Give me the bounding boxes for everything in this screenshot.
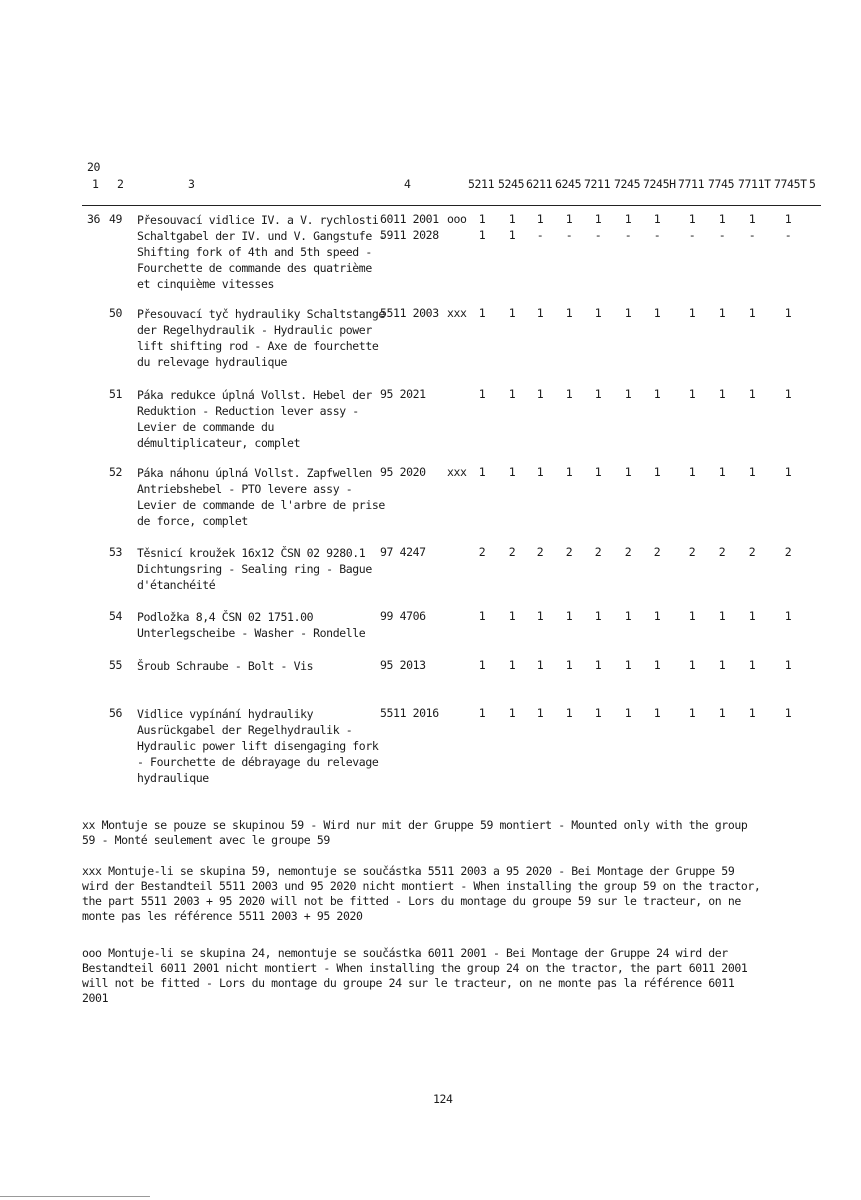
quantity-cell: 1 [508,465,516,479]
quantity-cell: 1 [718,658,726,672]
footnote-mark: ooo [447,212,467,226]
quantity-cell-alt: - [748,228,756,242]
quantity-cell: 1 [478,212,486,226]
model-header: 7245H [643,177,676,191]
position-number: 49 [109,212,123,226]
quantity-cell: 1 [478,658,486,672]
quantity-cell: 1 [594,465,602,479]
bottom-rule [0,1196,150,1197]
part-description: Podložka 8,4 ČSN 02 1751.00 Unterlegscheibe - Washer - Rondelle [137,610,366,640]
note-ooo: ooo Montuje-li se skupina 24, nemontuje se součástka 6011 2001 - Bei Montage der Gruppe 24 wird der Bestandteil 6011 2001 nicht montiert - When installing the group 24 on the tractor, the part 6011 2001 will not be fitted - Lors du montage du groupe 24 sur le tracteur, on ne monte pas la référence 6011 2001 [82,946,748,1005]
quantity-cell: 1 [748,387,756,401]
quantity-cell: 1 [565,306,573,320]
part-description: Šroub Schraube - Bolt - Vis [137,659,314,673]
quantity-cell: 2 [718,545,726,559]
quantity-cell-alt: - [718,228,726,242]
part-number: 6011 2001 [380,212,439,226]
quantity-cell: 1 [688,706,696,720]
quantity-cell: 1 [624,465,632,479]
quantity-cell: 1 [653,658,661,672]
quantity-cell: 1 [478,465,486,479]
quantity-cell: 1 [748,706,756,720]
quantity-cell: 1 [478,387,486,401]
quantity-cell: 1 [536,706,544,720]
quantity-cell: 2 [508,545,516,559]
model-header: 5211 [468,177,495,191]
col-header-2: 2 [117,177,124,191]
quantity-cell: 1 [784,212,792,226]
part-number-alt: 5911 2028 [380,228,439,242]
part-number: 99 4706 [380,609,426,623]
quantity-cell: 1 [653,306,661,320]
quantity-cell-alt: - [688,228,696,242]
quantity-cell: 1 [594,212,602,226]
quantity-cell: 1 [624,387,632,401]
part-description: Páka náhonu úplná Vollst. Zapfwellen Antriebshebel - PTO levere assy - Levier de commande de l'arbre de prise de force, complet [137,466,385,528]
col-header-4: 4 [404,177,411,191]
header-rule [82,205,821,206]
part-description: Páka redukce úplná Vollst. Hebel der Reduktion - Reduction lever assy - Levier de commande du démultiplicateur, complet [137,388,372,450]
quantity-cell: 1 [718,306,726,320]
position-number: 52 [109,465,123,479]
position-number: 55 [109,658,123,672]
quantity-cell: 1 [536,465,544,479]
part-description: Vidlice vypínání hydrauliky Ausrückgabel der Regelhydraulik - Hydraulic power lift disengaging fork - Fourchette de débrayage du relevage hydraulique [137,707,379,785]
part-number: 95 2020 [380,465,426,479]
quantity-cell: 1 [594,609,602,623]
part-number: 95 2013 [380,658,426,672]
quantity-cell: 1 [594,658,602,672]
quantity-cell: 1 [784,306,792,320]
position-group: 36 [87,212,101,226]
quantity-cell: 1 [653,212,661,226]
quantity-cell: 1 [478,306,486,320]
note-xxx: xxx Montuje-li se skupina 59, nemontuje se součástka 5511 2003 a 95 2020 - Bei Montage der Gruppe 59 wird der Bestandteil 5511 2003 und 95 2020 nicht montiert - When installing the group 59 on the tractor, the part 5511 2003 + 95 2020 will not be fitted - Lors du montage du groupe 59 sur le tracteur, on ne monte pas les référence 5511 2003 + 95 2020 [82,864,761,923]
quantity-cell: 1 [536,609,544,623]
model-header: 6211 [526,177,553,191]
quantity-cell: 1 [565,609,573,623]
quantity-cell: 2 [565,545,573,559]
quantity-cell: 1 [748,212,756,226]
model-header: 6245 [555,177,582,191]
part-number: 5511 2003 [380,306,439,320]
quantity-cell: 1 [624,609,632,623]
part-number: 95 2021 [380,387,426,401]
part-description: Přesouvací vidlice IV. a V. rychlosti Schaltgabel der IV. und V. Gangstufe - Shifting fork of 4th and 5th speed - Fourchette de commande des quatrième et cinquième vitesses [137,213,385,291]
quantity-cell: 1 [624,306,632,320]
quantity-cell: 1 [688,212,696,226]
quantity-cell: 1 [565,706,573,720]
quantity-cell: 1 [536,387,544,401]
quantity-cell: 1 [784,387,792,401]
quantity-cell: 1 [508,306,516,320]
quantity-cell-alt: - [536,228,544,242]
quantity-cell: 1 [688,658,696,672]
quantity-cell: 2 [688,545,696,559]
quantity-cell: 1 [718,212,726,226]
quantity-cell: 1 [688,609,696,623]
quantity-cell: 1 [784,465,792,479]
col-header-1: 1 [92,177,99,191]
quantity-cell: 1 [748,465,756,479]
quantity-cell: 1 [748,306,756,320]
part-number: 97 4247 [380,545,426,559]
quantity-cell: 1 [748,658,756,672]
quantity-cell: 1 [536,306,544,320]
quantity-cell: 1 [624,658,632,672]
quantity-cell: 1 [784,609,792,623]
quantity-cell: 1 [624,706,632,720]
quantity-cell-alt: - [653,228,661,242]
quantity-cell: 2 [624,545,632,559]
quantity-cell: 1 [508,706,516,720]
quantity-cell: 1 [688,465,696,479]
quantity-cell: 1 [653,387,661,401]
quantity-cell: 2 [594,545,602,559]
quantity-cell-alt: - [594,228,602,242]
quantity-cell-alt: - [624,228,632,242]
quantity-cell: 1 [536,212,544,226]
part-description: Těsnicí kroužek 16x12 ČSN 02 9280.1 Dichtungsring - Sealing ring - Bague d'étanchéité [137,546,372,592]
quantity-cell: 2 [748,545,756,559]
quantity-cell-alt: 1 [478,228,486,242]
model-header: 7245 [614,177,641,191]
quantity-cell: 2 [478,545,486,559]
quantity-cell: 1 [688,306,696,320]
quantity-cell: 1 [594,706,602,720]
quantity-cell: 1 [565,658,573,672]
part-description: Přesouvací tyč hydrauliky Schaltstange der Regelhydraulik - Hydraulic power lift shifting rod - Axe de fourchette du relevage hydraulique [137,307,385,369]
footnote-mark: xxx [447,465,467,479]
quantity-cell: 1 [718,387,726,401]
position-number: 51 [109,387,123,401]
position-number: 53 [109,545,123,559]
quantity-cell: 1 [565,465,573,479]
quantity-cell: 1 [653,609,661,623]
quantity-cell: 1 [478,706,486,720]
quantity-cell: 1 [565,212,573,226]
quantity-cell: 1 [536,658,544,672]
quantity-cell: 1 [718,609,726,623]
model-header: 7211 [584,177,611,191]
col-header-3: 3 [188,177,195,191]
quantity-cell: 1 [688,387,696,401]
quantity-cell-alt: - [784,228,792,242]
position-number: 54 [109,609,123,623]
quantity-cell: 2 [784,545,792,559]
quantity-cell: 1 [718,706,726,720]
quantity-cell: 1 [784,706,792,720]
quantity-cell: 1 [718,465,726,479]
quantity-cell: 1 [508,658,516,672]
quantity-cell: 1 [784,658,792,672]
quantity-cell: 1 [565,387,573,401]
part-number: 5511 2016 [380,706,439,720]
note-xx: xx Montuje se pouze se skupinou 59 - Wird nur mit der Gruppe 59 montiert - Mounted only with the group 59 - Monté seulement avec le groupe 59 [82,818,748,847]
model-header: 7745T [774,177,807,191]
quantity-cell-alt: - [565,228,573,242]
quantity-cell: 2 [536,545,544,559]
quantity-cell: 2 [653,545,661,559]
quantity-cell: 1 [653,706,661,720]
quantity-cell: 1 [624,212,632,226]
model-header: 5245 [498,177,525,191]
quantity-cell: 1 [508,387,516,401]
col-header-5: 5 [809,177,816,191]
model-header: 7745 [708,177,735,191]
position-number: 56 [109,706,123,720]
model-header: 7711 [678,177,705,191]
position-number: 50 [109,306,123,320]
quantity-cell-alt: 1 [508,228,516,242]
page-code: 20 [87,160,101,174]
quantity-cell: 1 [478,609,486,623]
quantity-cell: 1 [594,306,602,320]
footnote-mark: xxx [447,306,467,320]
quantity-cell: 1 [653,465,661,479]
quantity-cell: 1 [748,609,756,623]
quantity-cell: 1 [594,387,602,401]
model-header: 7711T [738,177,771,191]
quantity-cell: 1 [508,212,516,226]
page-number: 124 [433,1092,453,1106]
quantity-cell: 1 [508,609,516,623]
